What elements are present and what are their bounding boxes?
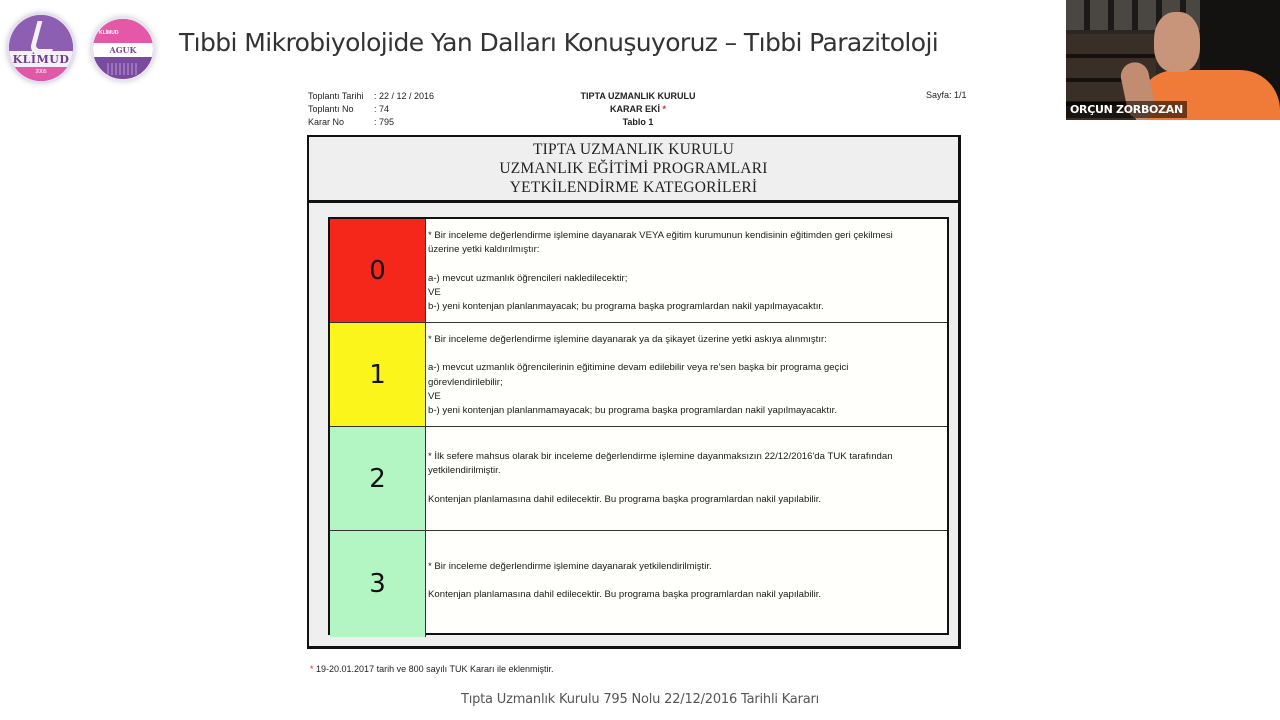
authorization-categories-frame [307,135,961,649]
microscope-icon [29,21,61,54]
desc-line: Kontenjan planlamasına dahil edilecektir. Bu programa başka programlardan nakil yapılabilir. [428,589,822,601]
aguk-logo-text: AGUK [93,43,153,57]
desc-line: VE [428,286,441,298]
document-annex: KARAR EKİ [609,104,660,114]
heading-line-1: TIPTA UZMANLIK KURULU [533,141,734,158]
category-row-2 [330,427,947,531]
meeting-no-value: : 74 [374,104,390,114]
desc-gap [428,347,941,361]
desc-line: * Bir inceleme değerlendirme işlemine dayanarak yetkilendirilmiştir. [428,561,712,572]
footnote-asterisk: * [310,664,314,674]
participant-name-label: ORÇUN ZORBOZAN [1066,101,1187,118]
aguk-logo-sub: KLİMUD [99,30,119,36]
desc-line: b-) yeni kontenjan planlanmamayacak; bu programa başka programlardan nakil yapılmayacaktır. [428,405,838,417]
document-footnote [310,664,553,674]
desc-line: b-) yeni kontenjan planlanmayacak; bu programa başka programlardan nakil yapılmayacaktır. [428,301,824,313]
annex-asterisk: * [662,104,667,114]
desc-gap [428,574,941,588]
categories-table [328,217,949,635]
category-row-1 [330,323,947,427]
desc-line: VE [428,390,441,402]
category-row-3 [330,531,947,637]
document-page-number: Sayfa: 1/1 [926,90,967,100]
desc-gap [428,479,941,493]
document-org: TIPTA UZMANLIK KURULU [580,91,696,101]
meeting-no-label: Toplantı No [308,104,354,114]
decision-no-label: Karar No [308,117,345,127]
heading-line-2: UZMANLIK EĞİTİMİ PROGRAMLARI [499,160,768,177]
document-table-label: Tablo 1 [622,117,654,127]
category-level-3: 3 [330,531,426,637]
desc-line: * İlk sefere mahsus olarak bir inceleme değerlendirme işlemine dayanmaksızın 22/12/2016'da TUK tarafından [428,451,893,462]
category-description-1 [426,323,947,426]
footnote-text: 19-20.01.2017 tarih ve 800 sayılı TUK Kararı ile eklenmiştir. [313,664,554,674]
heading-line-3: YETKİLENDİRME KATEGORİLERİ [509,179,758,196]
desc-line: Kontenjan planlamasına dahil edilecektir. Bu programa başka programlardan nakil yapılabilir. [428,493,822,505]
document-meta-center [560,90,716,129]
category-level-1: 1 [330,323,426,426]
desc-gap [428,258,941,272]
aguk-logo-pattern [107,63,139,75]
meeting-date-value: : 22 / 12 / 2016 [374,91,435,101]
participant-head [1154,12,1200,72]
category-level-2: 2 [330,427,426,530]
desc-line: yetkilendirilmiştir. [428,465,501,477]
category-row-0 [330,219,947,323]
desc-line: üzerine yetki kaldırılmıştır: [428,244,540,256]
klimud-logo-year: 2005 [9,67,73,81]
desc-line: a-) mevcut uzmanlık öğrencileri nakledilecektir; [428,272,628,284]
desc-line: * Bir inceleme değerlendirme işlemine dayanarak ya da şikayet üzerine yetki askıya alınmıştır: [428,334,827,345]
document-meta-left [308,90,434,129]
klimud-logo-text: KLİMUD [9,51,73,67]
decision-no-value: : 795 [374,117,395,127]
slide-caption: Tıpta Uzmanlık Kurulu 795 Nolu 22/12/2016 Tarihli Kararı [460,692,820,707]
desc-line: a-) mevcut uzmanlık öğrencilerinin eğitimine devam edilebilir veya re'sen başka bir programa geçici [428,362,849,374]
category-level-0: 0 [330,219,426,322]
desc-line: görevlendirilebilir; [428,376,503,388]
category-description-2 [426,427,947,530]
participant-video-tile[interactable] [1066,0,1280,120]
klimud-logo [6,12,76,84]
aguk-logo [90,16,156,82]
category-description-0 [426,219,947,322]
slide-title: Tıbbi Mikrobiyolojide Yan Dalları Konuşuyoruz – Tıbbi Parazitoloji [179,28,939,57]
desc-line: * Bir inceleme değerlendirme işlemine dayanarak VEYA eğitim kurumunun kendisinin eğitimden geri çekilmesi [428,230,893,241]
frame-heading [309,137,958,203]
meeting-date-label: Toplantı Tarihi [308,91,364,101]
category-description-3 [426,531,947,637]
